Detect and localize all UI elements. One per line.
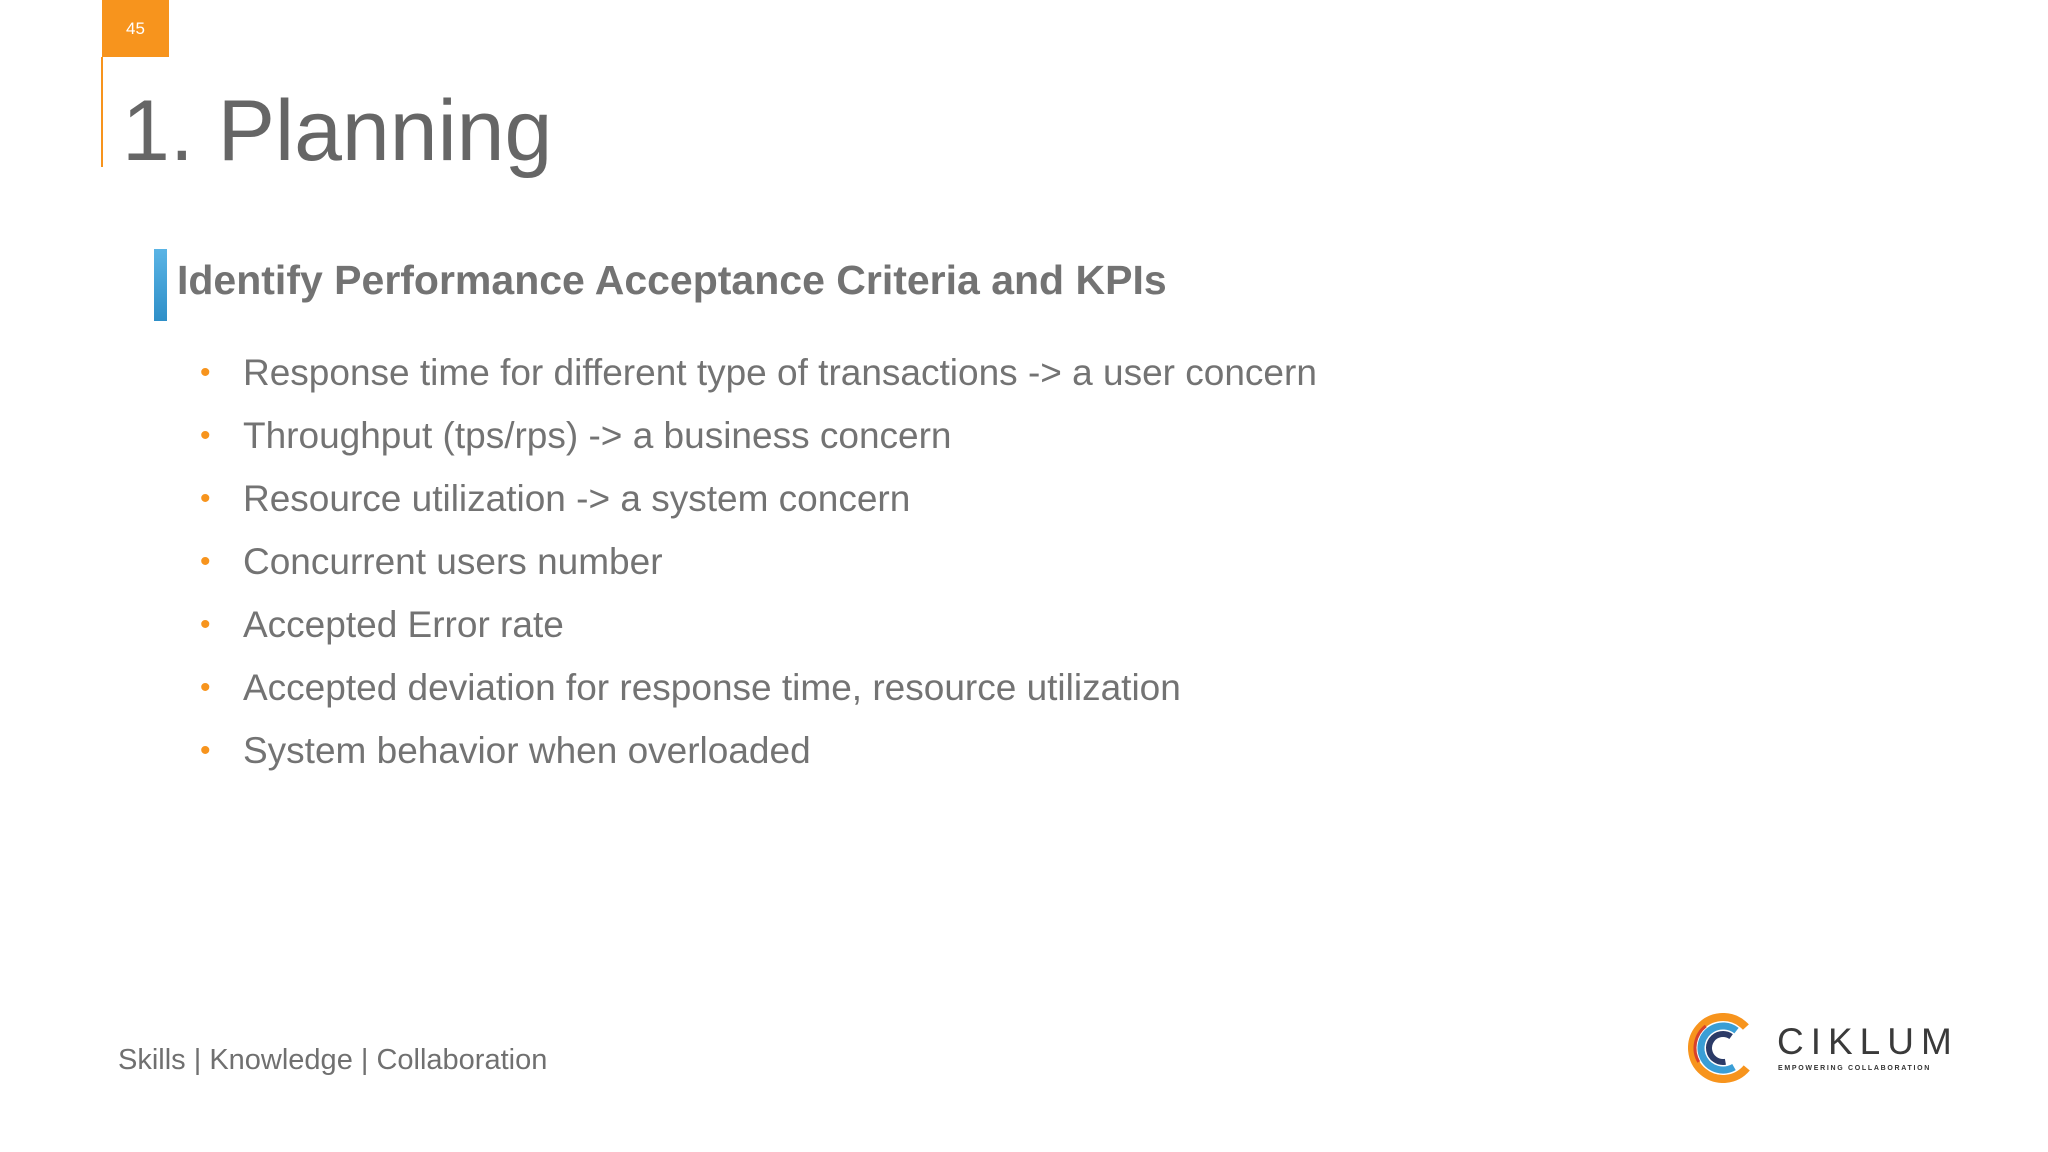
footer-tagline: Skills | Knowledge | Collaboration — [118, 1044, 548, 1076]
bullet-dot-icon: • — [200, 419, 211, 452]
bullet-dot-icon: • — [200, 356, 211, 389]
bullet-text: Resource utilization -> a system concern — [243, 478, 911, 519]
bullet-dot-icon: • — [200, 482, 211, 515]
bullet-text: Accepted deviation for response time, resource utilization — [243, 667, 1181, 708]
bullet-text: Concurrent users number — [243, 541, 663, 582]
slide-subtitle: Identify Performance Acceptance Criteria and KPIs — [177, 257, 1167, 303]
subtitle-accent-bar — [154, 249, 167, 321]
ciklum-logo — [1688, 1007, 1958, 1087]
bullet-text: System behavior when overloaded — [243, 730, 811, 771]
page-number: 45 — [126, 18, 145, 38]
bullet-dot-icon: • — [200, 545, 211, 578]
bullet-dot-icon: • — [200, 608, 211, 641]
page-number-badge — [102, 0, 169, 57]
bullet-text: Throughput (tps/rps) -> a business concern — [243, 415, 952, 456]
bullet-dot-icon: • — [200, 734, 211, 767]
bullet-text: Accepted Error rate — [243, 604, 564, 645]
bullet-text: Response time for different type of transactions -> a user concern — [243, 352, 1317, 393]
ciklum-wordmark: CIKLUM — [1777, 1021, 1959, 1062]
ciklum-tagline: EMPOWERING COLLABORATION — [1778, 1065, 1932, 1072]
bullet-dot-icon: • — [200, 671, 211, 704]
ciklum-c-logo-icon — [1688, 1013, 1758, 1083]
slide-title: 1. Planning — [122, 83, 553, 179]
title-accent-rule — [101, 57, 103, 167]
